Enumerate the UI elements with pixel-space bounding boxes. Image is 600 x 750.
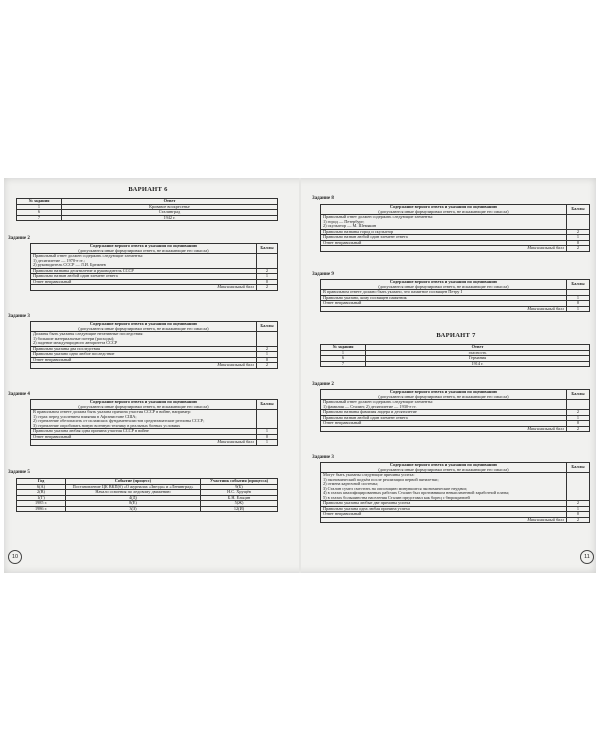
score: 2: [257, 268, 278, 274]
table-row: [31, 363, 278, 369]
answer-content: [31, 332, 257, 347]
score: 0: [257, 434, 278, 440]
answer-line: 1) город — Петербург;: [323, 218, 365, 224]
cell: 4(Д): [66, 495, 201, 501]
answer-line: Правильный ответ должен содержать следующие элементы:: [33, 253, 144, 258]
max-score: 2: [567, 517, 590, 523]
task-8-table: [320, 204, 590, 252]
cell: 1: [321, 350, 366, 356]
max-score: 2: [257, 285, 278, 291]
max-score: 1: [257, 440, 278, 446]
task-3-table: [320, 462, 590, 523]
criteria-header: [31, 244, 257, 254]
answer-line: 2) руководитель СССР — Л.И. Брежнев: [33, 262, 106, 267]
criteria-header: [31, 400, 257, 410]
cell: Правильно назван любой один элемент ответа: [321, 415, 567, 421]
score-header: Баллы: [567, 390, 590, 400]
answer-line: 3) Сталин сумел сместить на оппозицию минувшиеся экономические неудачи;: [323, 485, 467, 491]
score: 1: [257, 274, 278, 280]
task-label: Задание 3: [312, 455, 334, 460]
answer-content: [31, 254, 257, 269]
max-score: 2: [567, 426, 590, 432]
cell: Правильно указано, кому посвящен памятник: [321, 295, 567, 301]
cell: Ответ неправильный: [321, 301, 567, 307]
score-header: Баллы: [567, 205, 590, 215]
answer-line: 2) падение международного авторитета СССР: [33, 340, 118, 345]
cell: 8(Е): [66, 501, 201, 507]
score: 2: [567, 410, 590, 416]
max-score-label: Максимальный балл: [321, 306, 567, 312]
score: 1: [567, 506, 590, 512]
score: 2: [567, 229, 590, 235]
score: 0: [257, 357, 278, 363]
cell: Германия: [366, 356, 590, 362]
cell: Правильно указаны любые две причины успеха: [321, 501, 567, 507]
cell: Правильно указана одна любая причина успеха: [321, 506, 567, 512]
header-sub: (допускаются иные формулировки ответа, не искажающие его смысла): [78, 403, 209, 409]
header-sub: (допускаются иные формулировки ответа, не искажающие его смысла): [78, 325, 209, 331]
cell: Сталинград: [62, 210, 278, 216]
score: 2: [257, 346, 278, 352]
cell: 1985 г.: [17, 501, 66, 507]
cell: 1(Г): [17, 495, 66, 501]
task-label: Задание 5: [8, 470, 30, 475]
cell: Правильно названы десятилетие и руководитель СССР: [31, 268, 257, 274]
score: 0: [257, 279, 278, 285]
task-label: Задание 8: [312, 196, 334, 201]
cell: Ответ неправильный: [321, 512, 567, 518]
cell: Правильно названы город и скульптор: [321, 229, 567, 235]
max-score: 2: [257, 363, 278, 369]
table-row: [321, 246, 590, 252]
max-score-label: Максимальный балл: [321, 426, 567, 432]
task-2-table: [30, 243, 278, 291]
col-header: № задания: [17, 199, 62, 205]
max-score-label: Максимальный балл: [31, 363, 257, 369]
score: 2: [567, 501, 590, 507]
cell: Правильно названы фамилия лидера и десятилетие: [321, 410, 567, 416]
cell: Ответ неправильный: [31, 279, 257, 285]
header-main: Содержание верного ответа и указания по оцениванию: [389, 389, 498, 394]
max-score-label: Максимальный балл: [321, 246, 567, 252]
header-sub: (допускаются иные формулировки ответа, не искажающие его смысла): [378, 283, 509, 289]
header-main: Содержание верного ответа и указания по оцениванию: [389, 279, 498, 284]
cell: 12(И): [201, 506, 278, 512]
answer-line: Должны быть указаны следующие негативные последствия:: [33, 331, 144, 336]
answer-line: Правильный ответ должен содержать следующие элементы:: [323, 214, 434, 219]
cell: Начало освоения по ледовому движению: [66, 490, 201, 496]
max-score: 1: [567, 306, 590, 312]
header-main: Содержание верного ответа и указания по оцениванию: [89, 243, 198, 248]
criteria-header: [321, 280, 567, 290]
cell: Н.С. Хрущёв: [201, 490, 278, 496]
answer-line: 1) страх перед усилением влияния в Афганистане США;: [33, 413, 137, 419]
cell: 6: [17, 210, 62, 216]
score: 0: [567, 301, 590, 307]
answer-content: [321, 400, 567, 410]
cell: 3(З): [66, 506, 201, 512]
cell: Правильно указаны два последствия: [31, 346, 257, 352]
task-label: Задание 2: [8, 236, 30, 241]
task-label: Задание 9: [312, 272, 334, 277]
cell: Кровавое воскресенье: [62, 204, 278, 210]
max-score-label: Максимальный балл: [31, 440, 257, 446]
answer-line: 1) фамилия — Сталин; 2) десятилетие — 1930-е гг.: [323, 403, 417, 409]
answer-line: 2) стремление обезопасить от исламских фундаменталистов среднеазиатские регионы СССР;: [33, 418, 205, 423]
task-2-table: [320, 389, 590, 432]
cell: Правильно указана любая одна причина участия СССР в войне: [31, 429, 257, 435]
answer-line: 2) скульптор — М. Шемякин: [323, 223, 377, 228]
header-sub: (допускаются иные формулировки ответа, не искажающие его смысла): [378, 466, 509, 472]
criteria-header: [321, 390, 567, 400]
score-header: Баллы: [257, 322, 278, 332]
header-main: Содержание верного ответа и указания по оцениванию: [389, 204, 498, 209]
cell: Ответ неправильный: [321, 421, 567, 427]
score: 0: [567, 512, 590, 518]
col-header: Год: [17, 479, 66, 485]
col-header: Ответ: [366, 345, 590, 351]
score-header: Баллы: [567, 463, 590, 473]
col-header: Участник события (процесса): [201, 479, 278, 485]
cell: Ответ неправильный: [31, 357, 257, 363]
left-page: [8, 178, 282, 573]
task-label: Задание 3: [8, 314, 30, 319]
table-row: [17, 506, 278, 512]
col-header: № задания: [321, 345, 366, 351]
cell: гласность: [366, 350, 590, 356]
header-main: Содержание верного ответа и указания по оцениванию: [89, 399, 198, 404]
cell: 6: [321, 356, 366, 362]
book-fold: [299, 178, 301, 573]
table-row: [321, 517, 590, 523]
answer-content: [31, 410, 257, 429]
score: 1: [567, 415, 590, 421]
answer-line: Правильный ответ должен содержать следующие элементы:: [323, 399, 434, 404]
table-row: [321, 426, 590, 432]
answer-line: 1) большие материальные потери (расходы);: [33, 335, 115, 341]
paper: [4, 178, 596, 573]
answer-line: 5) в глазах большинства населения Сталин представал как борец с бюрократией: [323, 494, 470, 500]
cell: 7: [17, 215, 62, 221]
score: 0: [567, 421, 590, 427]
max-score-label: Максимальный балл: [31, 285, 257, 291]
score-header: Баллы: [257, 400, 278, 410]
score: 1: [567, 235, 590, 241]
task-label: Задание 2: [312, 382, 334, 387]
variant-title: ВАРИАНТ 7: [436, 332, 476, 339]
answer-content: [321, 215, 567, 230]
cell: 1914 г.: [366, 361, 590, 367]
cell: 5(Ж): [201, 501, 278, 507]
cell: 1942 г.: [62, 215, 278, 221]
task-3-table: [30, 321, 278, 369]
max-score-label: Максимальный балл: [321, 517, 567, 523]
score: 1: [567, 295, 590, 301]
answer-line: Могут быть указаны следующие причины успеха:: [323, 472, 415, 477]
cell: Правильно назван любой один элемент ответа: [31, 274, 257, 280]
cell: Ответ неправильный: [321, 240, 567, 246]
header-sub: (допускаются иные формулировки ответа, не искажающие его смысла): [378, 208, 509, 214]
answer-line: В правильном ответе должно быть указано, что памятное посвящен Петру I: [323, 289, 462, 294]
cell: 2(В): [17, 490, 66, 496]
header-main: Содержание верного ответа и указания по оцениванию: [89, 321, 198, 326]
task-5-table: [16, 478, 278, 512]
table-row: [321, 361, 590, 367]
cell: 6(А): [17, 484, 66, 490]
header-main: Содержание верного ответа и указания по оцениванию: [389, 462, 498, 467]
cell: Постановление ЦК ВКП(б) «О журналах «Звезда» и «Ленинград»: [66, 484, 201, 490]
task-label: Задание 4: [8, 392, 30, 397]
table-row: [31, 440, 278, 446]
cell: 7: [321, 361, 366, 367]
criteria-header: [31, 322, 257, 332]
task-4-table: [30, 399, 278, 446]
answer-line: 4) в глазах квалифицированных рабочих Сталин был противником невыплаченной заработной платы;: [323, 490, 510, 495]
max-score: 2: [567, 246, 590, 252]
answer-line: 3) стремление опробовать новую военную технику в реальных боевых условиях: [33, 422, 181, 428]
answers-table: [320, 344, 590, 367]
score: 0: [567, 240, 590, 246]
col-header: Событие (процесс): [66, 479, 201, 485]
answer-line: 1) экономический подъём после реализации первой пятилетки;: [323, 476, 439, 482]
answers-table: [16, 198, 278, 221]
answer-line: 2) отмена карточной системы;: [323, 481, 379, 486]
criteria-header: [321, 205, 567, 215]
cell: Б.Н. Ельцин: [201, 495, 278, 501]
answer-line: В правильном ответе должна быть указана причина участия СССР в войне, например:: [33, 409, 191, 414]
score-header: Баллы: [567, 280, 590, 290]
score: 1: [257, 352, 278, 358]
table-row: [31, 285, 278, 291]
cell: Правильно назван любой один элемент ответа: [321, 235, 567, 241]
cell: Ответ неправильный: [31, 434, 257, 440]
right-page: [312, 178, 594, 573]
score-header: Баллы: [257, 244, 278, 254]
cell: 9(Б): [201, 484, 278, 490]
answer-content: [321, 473, 567, 501]
col-header: Ответ: [62, 199, 278, 205]
header-sub: (допускаются иные формулировки ответа, не искажающие его смысла): [378, 393, 509, 399]
variant-title: ВАРИАНТ 6: [128, 186, 168, 193]
table-row: [17, 215, 278, 221]
page-number: 10: [8, 550, 22, 564]
cell: 1: [17, 204, 62, 210]
cell: Правильно указано одно любое последствие: [31, 352, 257, 358]
score: 1: [257, 429, 278, 435]
task-9-table: [320, 279, 590, 312]
cell: 1986 г.: [17, 506, 66, 512]
table-row: [321, 306, 590, 312]
page-number: 11: [580, 550, 594, 564]
header-sub: (допускаются иные формулировки ответа, не искажающие его смысла): [78, 247, 209, 253]
answer-line: 1) десятилетие — 1970-е гг.;: [33, 257, 85, 263]
criteria-header: [321, 463, 567, 473]
